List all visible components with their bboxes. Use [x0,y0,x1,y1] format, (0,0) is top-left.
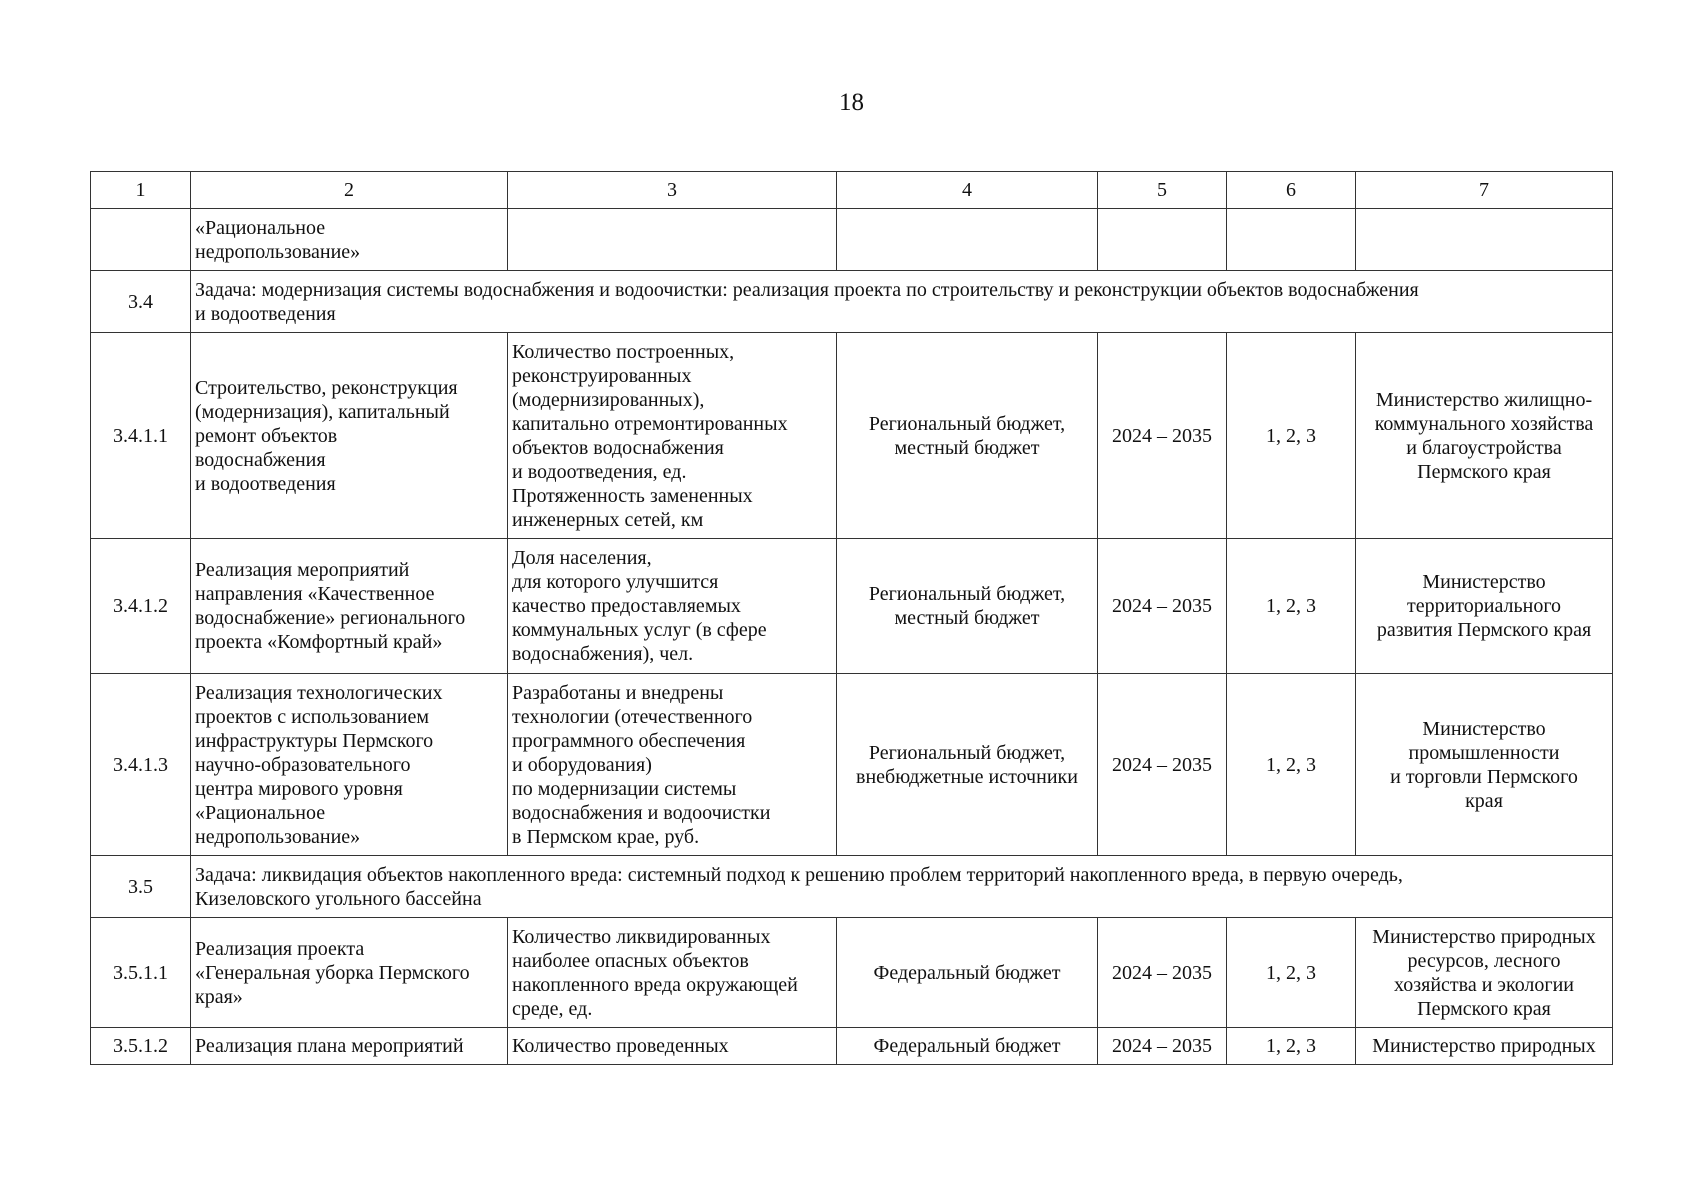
cell-period: 2024 – 2035 [1098,918,1227,1028]
header-col-5: 5 [1098,172,1227,209]
cell-executor: Министерство природных [1356,1028,1613,1065]
cell-indicator [508,209,837,271]
cell-period: 2024 – 2035 [1098,1028,1227,1065]
cell-indicator: Количество проведенных [508,1028,837,1065]
cell-indicator: Количество ликвидированных наиболее опасных объектов накопленного вреда окружающей среде, ед. [508,918,837,1028]
cell-name: Строительство, реконструкция (модернизация), капитальный ремонт объектов водоснабжения и водоотведения [191,333,508,539]
cell-stages: 1, 2, 3 [1227,1028,1356,1065]
cell-source: Региональный бюджет, местный бюджет [837,333,1098,539]
cell-source: Федеральный бюджет [837,1028,1098,1065]
task-row [91,856,1613,918]
cell-stages: 1, 2, 3 [1227,918,1356,1028]
cell-executor: Министерство промышленности и торговли Пермского края [1356,674,1613,856]
page-number: 18 [839,89,864,116]
cell-num: 3.5.1.1 [91,918,191,1028]
cell-period [1098,209,1227,271]
cell-indicator: Доля населения, для которого улучшится качество предоставляемых коммунальных услуг (в сфере водоснабжения), чел. [508,539,837,674]
header-col-6: 6 [1227,172,1356,209]
cell-period: 2024 – 2035 [1098,674,1227,856]
header-col-2: 2 [191,172,508,209]
cell-executor: Министерство территориального развития Пермского края [1356,539,1613,674]
cell-source: Федеральный бюджет [837,918,1098,1028]
header-row [91,172,1613,209]
cell-stages [1227,209,1356,271]
header-col-4: 4 [837,172,1098,209]
cell-period: 2024 – 2035 [1098,539,1227,674]
cell-name: Реализация мероприятий направления «Качественное водоснабжение» регионального проекта «Комфортный край» [191,539,508,674]
cell-num [91,209,191,271]
cell-name: Реализация технологических проектов с использованием инфраструктуры Пермского научно-образовательного центра мирового уровня «Рациональное недропользование» [191,674,508,856]
cell-stages: 1, 2, 3 [1227,539,1356,674]
table-row [91,674,1613,856]
table-row [91,1028,1613,1065]
cell-source [837,209,1098,271]
header-col-7: 7 [1356,172,1613,209]
program-measures-table [90,171,1613,1065]
cell-stages: 1, 2, 3 [1227,674,1356,856]
task-row [91,271,1613,333]
task-text: Задача: модернизация системы водоснабжения и водоочистки: реализация проекта по строительству и реконструкции объектов водоснабжения и водоотведения [191,271,1613,333]
cell-executor [1356,209,1613,271]
table-row [91,539,1613,674]
table-row [91,918,1613,1028]
table-row [91,209,1613,271]
cell-period: 2024 – 2035 [1098,333,1227,539]
cell-num: 3.4.1.2 [91,539,191,674]
cell-num: 3.4.1.1 [91,333,191,539]
cell-indicator: Разработаны и внедрены технологии (отечественного программного обеспечения и оборудования) по модернизации системы водоснабжения и водоочистки в Пермском крае, руб. [508,674,837,856]
table-row [91,333,1613,539]
task-text: Задача: ликвидация объектов накопленного вреда: системный подход к решению проблем территорий накопленного вреда, в первую очередь, Кизеловского угольного бассейна [191,856,1613,918]
cell-name: «Рациональное недропользование» [191,209,508,271]
cell-name: Реализация плана мероприятий [191,1028,508,1065]
cell-source: Региональный бюджет, внебюджетные источники [837,674,1098,856]
cell-indicator: Количество построенных, реконструированных (модернизированных), капитально отремонтированных объектов водоснабжения и водоотведения, ед. Протяженность замененных инженерных сетей, км [508,333,837,539]
cell-num: 3.4.1.3 [91,674,191,856]
cell-executor: Министерство жилищно- коммунального хозяйства и благоустройства Пермского края [1356,333,1613,539]
task-num: 3.5 [91,856,191,918]
cell-stages: 1, 2, 3 [1227,333,1356,539]
cell-name: Реализация проекта «Генеральная уборка Пермского края» [191,918,508,1028]
task-num: 3.4 [91,271,191,333]
header-col-3: 3 [508,172,837,209]
cell-num: 3.5.1.2 [91,1028,191,1065]
cell-source: Региональный бюджет, местный бюджет [837,539,1098,674]
cell-executor: Министерство природных ресурсов, лесного хозяйства и экологии Пермского края [1356,918,1613,1028]
header-col-1: 1 [91,172,191,209]
